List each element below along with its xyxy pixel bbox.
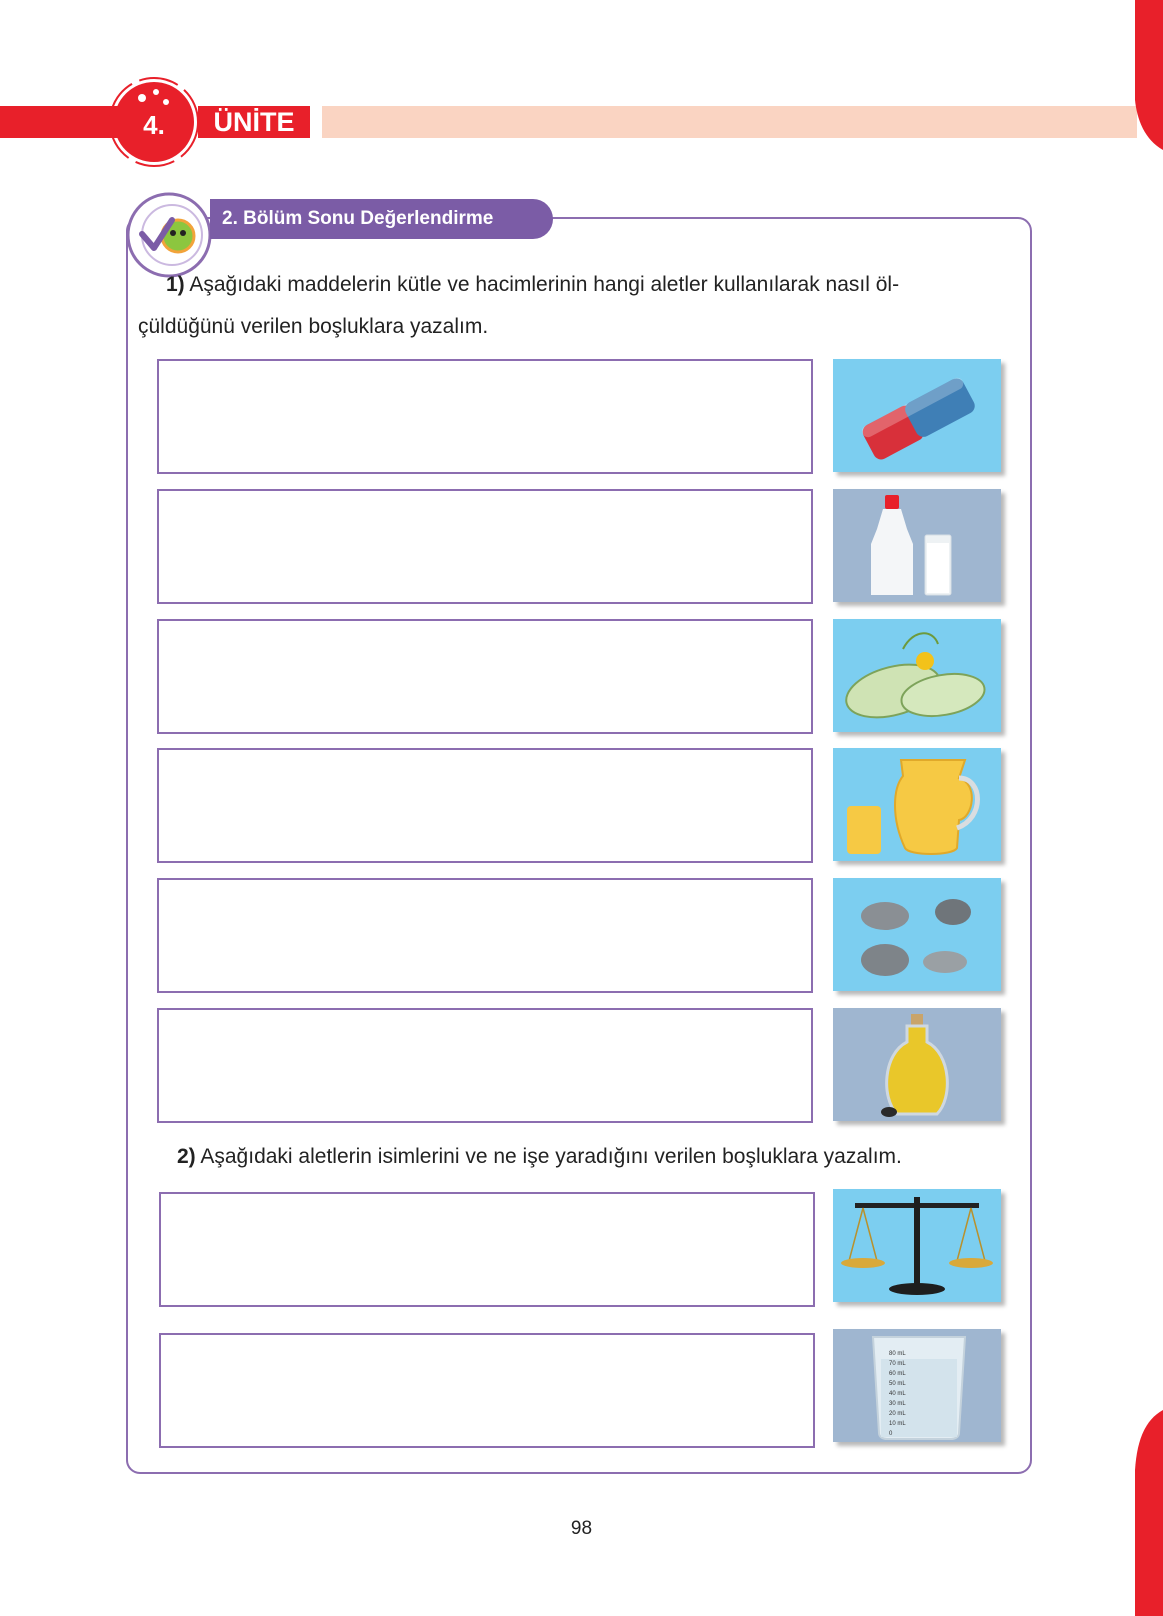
question2-number: 2)	[177, 1145, 196, 1168]
beaker-mark: 20 mL	[889, 1411, 906, 1417]
beaker-mark: 10 mL	[889, 1421, 906, 1427]
beaker-mark: 0	[889, 1431, 893, 1437]
question1-line1: Aşağıdaki maddelerin kütle ve hacimlerinin hangi aletler kullanılarak nasıl öl-	[189, 273, 900, 296]
beaker-mark: 50 mL	[889, 1381, 906, 1387]
question2-text	[177, 1136, 902, 1178]
answer-box-7[interactable]	[159, 1192, 815, 1307]
answer-box-2[interactable]	[157, 489, 813, 604]
olive-oil-picture	[833, 1008, 1001, 1121]
header-peach-band	[322, 106, 1137, 138]
answer-box-1[interactable]	[157, 359, 813, 474]
beaker-picture	[833, 1329, 1001, 1442]
question1-text	[166, 264, 899, 306]
unit-label: ÜNİTE	[198, 106, 310, 138]
zucchini-picture	[833, 619, 1001, 732]
eraser-picture	[833, 359, 1001, 472]
juice-picture	[833, 748, 1001, 861]
question1-number: 1)	[166, 273, 185, 296]
answer-box-3[interactable]	[157, 619, 813, 734]
stones-picture	[833, 878, 1001, 991]
beaker-scale-labels	[889, 1349, 906, 1439]
answer-box-8[interactable]	[159, 1333, 815, 1448]
beaker-mark: 80 mL	[889, 1351, 906, 1357]
answer-box-4[interactable]	[157, 748, 813, 863]
balance-scale-picture	[833, 1189, 1001, 1302]
answer-box-5[interactable]	[157, 878, 813, 993]
unit-number: 4.	[143, 110, 165, 140]
page-edge-decoration	[1135, 0, 1163, 1616]
question1-line2: çüldüğünü verilen boşluklara yazalım.	[138, 315, 489, 338]
section-title: 2. Bölüm Sonu Değerlendirme	[210, 199, 553, 239]
beaker-mark: 70 mL	[889, 1361, 906, 1367]
question2-body: Aşağıdaki aletlerin isimlerini ve ne işe yaradığını verilen boşluklara yazalım.	[200, 1145, 902, 1168]
beaker-mark: 60 mL	[889, 1371, 906, 1377]
beaker-mark: 30 mL	[889, 1401, 906, 1407]
beaker-mark: 40 mL	[889, 1391, 906, 1397]
answer-box-6[interactable]	[157, 1008, 813, 1123]
page-number: 98	[570, 1518, 593, 1539]
milk-picture	[833, 489, 1001, 602]
